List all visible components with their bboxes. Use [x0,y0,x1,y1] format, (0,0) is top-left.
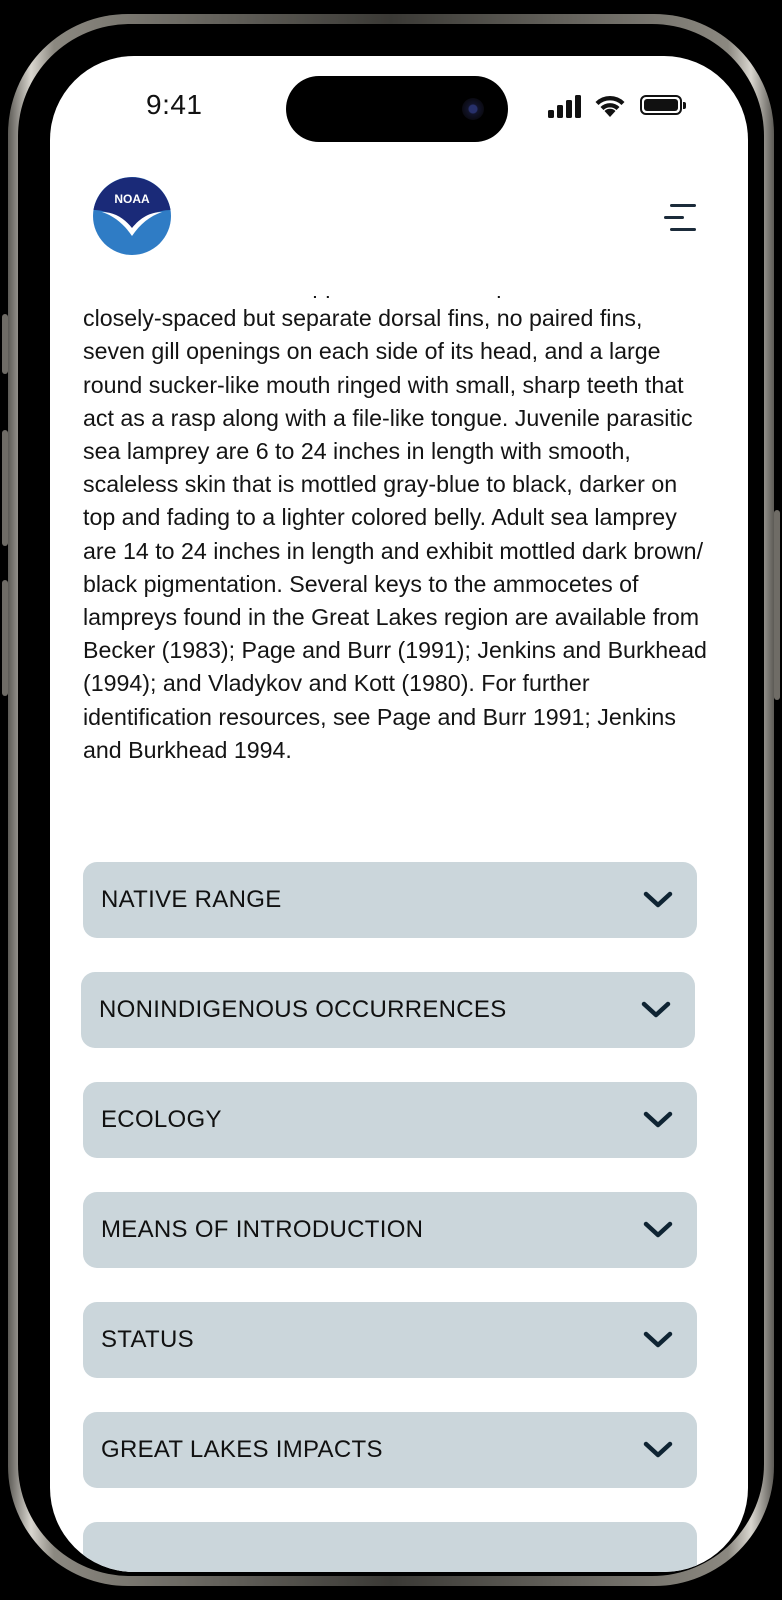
front-camera [462,98,484,120]
section-label: ECOLOGY [101,1106,222,1133]
volume-down-button [2,580,8,696]
identification-paragraph: closely-spaced but separate dorsal fins, no paired fins, seven gill openings on each side of its head, and a large round sucker-like mouth ringed with small, sharp teeth that act as a rasp along with a file-like tongue. Juvenile parasitic sea lamprey are 6 to 24 inches in length with smooth, scaleless skin that is mottled gray-blue to black, darker on top and fading to a lighter colored belly. Adult sea lamprey are 14 to 24 inches in length and exhibit mottled dark brown/ black pigmentation. Several keys to the ammocetes of lampreys found in the Great Lakes region are available from Becker (1983); Page and Burr (1991); Jenkins and Burkhead (1994); and Vladykov and Kott (1980). For further identification resources, see Page and Burr 1991; Jenkins and Burkhead 1994. [83,305,707,763]
action-button [2,314,8,374]
section-label: STATUS [101,1326,194,1353]
noaa-logo[interactable] [92,176,172,256]
hamburger-menu-icon[interactable] [664,200,696,236]
section-partial-next[interactable] [83,1522,697,1572]
status-time: 9:41 [146,89,203,120]
section-great-lakes-impacts[interactable] [83,1412,697,1488]
section-label: GREAT LAKES IMPACTS [101,1436,383,1463]
status-bar [50,56,748,156]
chevron-down-icon [643,1439,673,1461]
noaa-logo-text: NOAA [114,192,150,206]
section-nonindigenous-occurrences[interactable] [81,972,695,1048]
section-ecology[interactable] [83,1082,697,1158]
power-button [774,510,780,700]
section-label: NONINDIGENOUS OCCURRENCES [99,996,507,1023]
cellular-signal-icon [548,94,582,118]
app-header [50,156,748,296]
section-status[interactable] [83,1302,697,1378]
section-native-range[interactable] [83,862,697,938]
screen [50,56,748,1572]
species-description [83,269,709,767]
section-label: NATIVE RANGE [101,886,282,913]
chevron-down-icon [643,1109,673,1131]
section-label: MEANS OF INTRODUCTION [101,1216,424,1243]
section-means-of-introduction[interactable] [83,1192,697,1268]
chevron-down-icon [643,889,673,911]
dynamic-island [286,76,508,142]
volume-up-button [2,430,8,546]
chevron-down-icon [641,999,671,1021]
chevron-down-icon [643,1219,673,1241]
wifi-icon [592,92,628,118]
chevron-down-icon [643,1329,673,1351]
battery-icon [640,95,682,115]
phone-frame [8,14,774,1586]
